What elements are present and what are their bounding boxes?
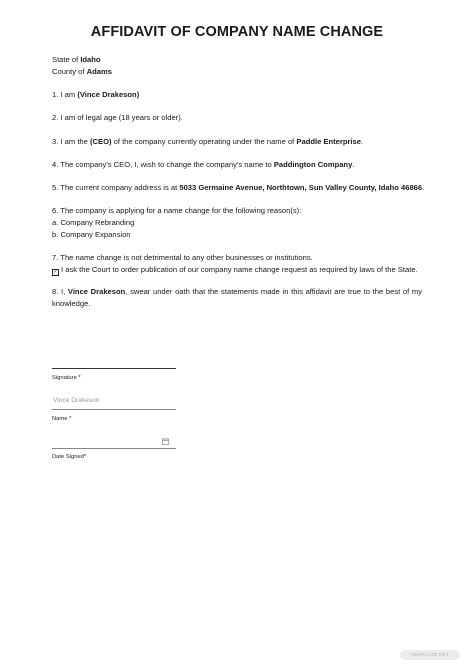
name-input[interactable]: Vince Drakeson <box>53 397 100 404</box>
clause-5-text: 5. The current company address is at <box>52 183 180 192</box>
clause-8-text-end: , swear under oath that the statements made in this affidavit are true to the best of my knowledge. <box>52 287 422 308</box>
clause-4-text: 4. The company's CEO, I, wish to change the company's name to <box>52 160 274 169</box>
clause-3-period: . <box>360 137 364 146</box>
state-line <box>52 55 101 65</box>
current-company-name: Paddle Enterprise <box>296 137 361 146</box>
affiant-name: (Vince Drakeson) <box>77 90 140 99</box>
role: (CEO) <box>90 137 112 146</box>
publication-check-line <box>52 265 418 275</box>
name-field-line <box>52 409 176 410</box>
new-company-name: Paddington Company <box>273 160 353 169</box>
clause-4 <box>52 160 354 170</box>
clause-5 <box>52 183 424 193</box>
state-label: State of <box>52 55 79 64</box>
signature-line[interactable] <box>52 368 176 369</box>
clause-3 <box>52 137 363 147</box>
date-field-line[interactable] <box>52 448 176 449</box>
template-watermark-logo: TEMPLATE.NET <box>400 650 460 660</box>
clause-8 <box>52 286 422 310</box>
clause-7: 7. The name change is not detrimental to any other businesses or institutions. <box>52 253 313 262</box>
clause-8-text: 8. I, <box>52 287 68 296</box>
clause-2: 2. I am of legal age (18 years or older). <box>52 113 183 122</box>
clause-3-text: 3. I am the <box>52 137 90 146</box>
publication-check-text: I ask the Court to order publication of our company name change request as required by laws of the State. <box>61 265 418 274</box>
clause-4-period: . <box>352 160 355 169</box>
reason-a: a. Company Rebranding <box>52 218 135 227</box>
calendar-icon[interactable] <box>162 438 169 445</box>
county-value: Adams <box>86 67 112 76</box>
signature-label: Signature * <box>52 375 81 381</box>
clause-6: 6. The company is applying for a name change for the following reason(s): <box>52 206 302 215</box>
county-line <box>52 67 112 77</box>
checkbox-checked-icon[interactable]: ✓ <box>53 268 58 275</box>
date-signed-label: Date Signed* <box>52 454 87 460</box>
county-label: County of <box>52 67 85 76</box>
reason-b: b. Company Expansion <box>52 230 131 239</box>
document-title: AFFIDAVIT OF COMPANY NAME CHANGE <box>90 24 384 40</box>
clause-1-text: 1. I am <box>52 90 78 99</box>
clause-1 <box>52 90 139 100</box>
clause-5-period: . <box>422 183 425 192</box>
state-value: Idaho <box>80 55 101 64</box>
name-label: Name * <box>52 416 72 422</box>
company-address: 5033 Germaine Avenue, Northtown, Sun Valley County, Idaho 46866 <box>179 183 423 192</box>
swearer-name: Vince Drakeson <box>67 287 126 296</box>
clause-3-text-mid: of the company currently operating under the name of <box>111 137 297 146</box>
